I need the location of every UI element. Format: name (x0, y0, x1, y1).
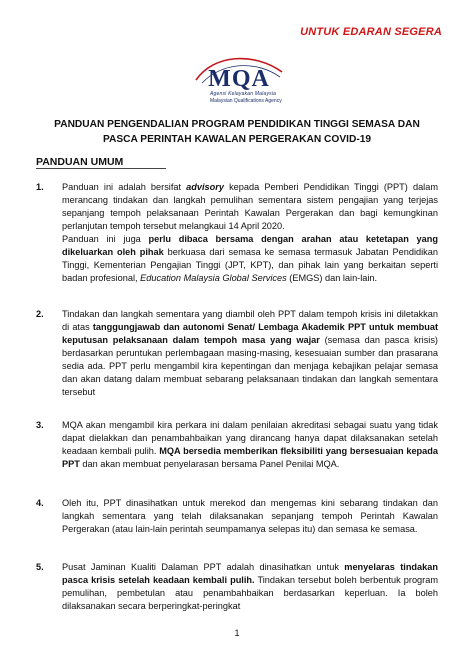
list-item-4 (36, 497, 438, 536)
text-run-bold: MQA bersedia memberikan fleksibiliti yang bersesuaian kepada PPT (62, 446, 438, 469)
item-paragraph (62, 233, 438, 285)
text-run-bold: tanggungjawab dan autonomi Senat/ Lembaga Akademik PPT untuk membuat keputusan pelaksanaan dalam tempoh masa yang wajar (62, 322, 439, 345)
text-run: dan akan membuat penyelarasan bersama Panel Penilai MQA. (79, 459, 340, 469)
text-run: (semasa dan pasca krisis) berdasarkan peruntukan perlembagaan masing-masing, kesesuaian sumber dan prasarana sedia ada. PPT perlu mengambil kira kepentingan dan menjaga kebajikan pelajar semasa dan akan datang dalam membuat sebarang pelaksanaan tindakan dan langkah sementara tersebut (62, 335, 438, 397)
logo-mark-text: MQA (208, 66, 270, 90)
text-run: berkuasa dari semasa ke semasa termasuk Jabatan Pendidikan Tinggi, Kementerian Pengajian Tinggi (JPT, KPT), dan pihak lain yang berkaitan seperti badan profesional, (62, 247, 438, 283)
text-run-bold: menyelaras tindakan pasca krisis setelah keadaan kembali pulih. (62, 562, 438, 585)
item-body (62, 181, 438, 285)
section-underline (36, 168, 166, 169)
logo-name-english: Malaysian Qualifications Agency (210, 98, 282, 104)
text-run: kepada Pemberi Pendidikan Tinggi (PPT) dalam merancang tindakan dan langkah pemulihan sementara sistem pengajian yang terjejas sepanjang tempoh pelaksanaan Perintah Kawalan Pergerakan dan bagi kemungkinan perlanjutan tempoh tersebut melangkaui 14 April 2020. (62, 182, 438, 231)
page-number: 1 (234, 628, 240, 638)
item-body (62, 308, 438, 399)
section-heading: PANDUAN UMUM (36, 156, 124, 168)
mqa-logo-mark (192, 50, 286, 90)
document-title (36, 117, 438, 147)
item-number: 1. (36, 182, 44, 192)
mqa-logo (192, 50, 286, 112)
text-run: MQA akan mengambil kira perkara ini dalam penilaian akreditasi sebagai suatu yang tidak dapat dielakkan dan penambahbaikan yang dirancang hanya dapat dilaksanakan setelah keadaan kembali pulih. (62, 420, 438, 456)
item-paragraph (62, 561, 438, 613)
title-line-2: PASCA PERINTAH KAWALAN PERGERAKAN COVID-19 (102, 134, 372, 145)
list-item-1 (36, 181, 438, 285)
logo-name-malay: Agensi Kelayakan Malaysia (210, 91, 277, 97)
item-body (62, 561, 438, 613)
item-body (62, 497, 438, 536)
text-run-bold: perlu dibaca bersama dengan arahan atau ketetapan yang dikeluarkan oleh pihak (62, 234, 438, 257)
list-item-2 (36, 308, 438, 399)
item-number: 4. (36, 498, 44, 508)
item-paragraph (62, 181, 438, 233)
item-paragraph: Oleh itu, PPT dinasihatkan untuk merekod dan mengemas kini sebarang tindakan dan langkah sementara yang telah dilaksanakan sepanjang tempoh Perintah Kawalan Pergerakan (atau lain-lain perintah seumpamanya selepas itu) dan semasa ke semasa. (62, 498, 438, 534)
item-number: 3. (36, 420, 44, 430)
list-item-5 (36, 561, 438, 613)
item-body (62, 419, 438, 471)
item-number: 2. (36, 309, 44, 319)
item-paragraph (62, 308, 438, 399)
title-line-1: PANDUAN PENGENDALIAN PROGRAM PENDIDIKAN TINGGI SEMASA DAN (54, 119, 420, 130)
text-run: (EMGS) dan lain-lain. (286, 273, 378, 283)
circulation-tag: UNTUK EDARAN SEGERA (300, 26, 442, 38)
text-run: Panduan ini adalah bersifat (62, 182, 187, 192)
text-run: Pusat Jaminan Kualiti Dalaman PPT adalah dinasihatkan untuk (62, 562, 345, 572)
text-run-italic: Education Malaysia Global Services (140, 273, 287, 283)
text-run: Tindakan tersebut boleh berbentuk program pemulihan, pembetulan atau penambahbaikan berdasarkan keperluan. Ia boleh dilaksanakan secara berperingkat-peringkat (62, 575, 438, 611)
text-run: Tindakan dan langkah sementara yang diambil oleh PPT dalam tempoh krisis ini diletakkan di atas (62, 309, 438, 332)
item-paragraph (62, 419, 438, 471)
item-number: 5. (36, 562, 44, 572)
text-run: Panduan ini juga (62, 234, 149, 244)
text-run-bold-italic: advisory (186, 182, 224, 192)
list-item-3 (36, 419, 438, 471)
